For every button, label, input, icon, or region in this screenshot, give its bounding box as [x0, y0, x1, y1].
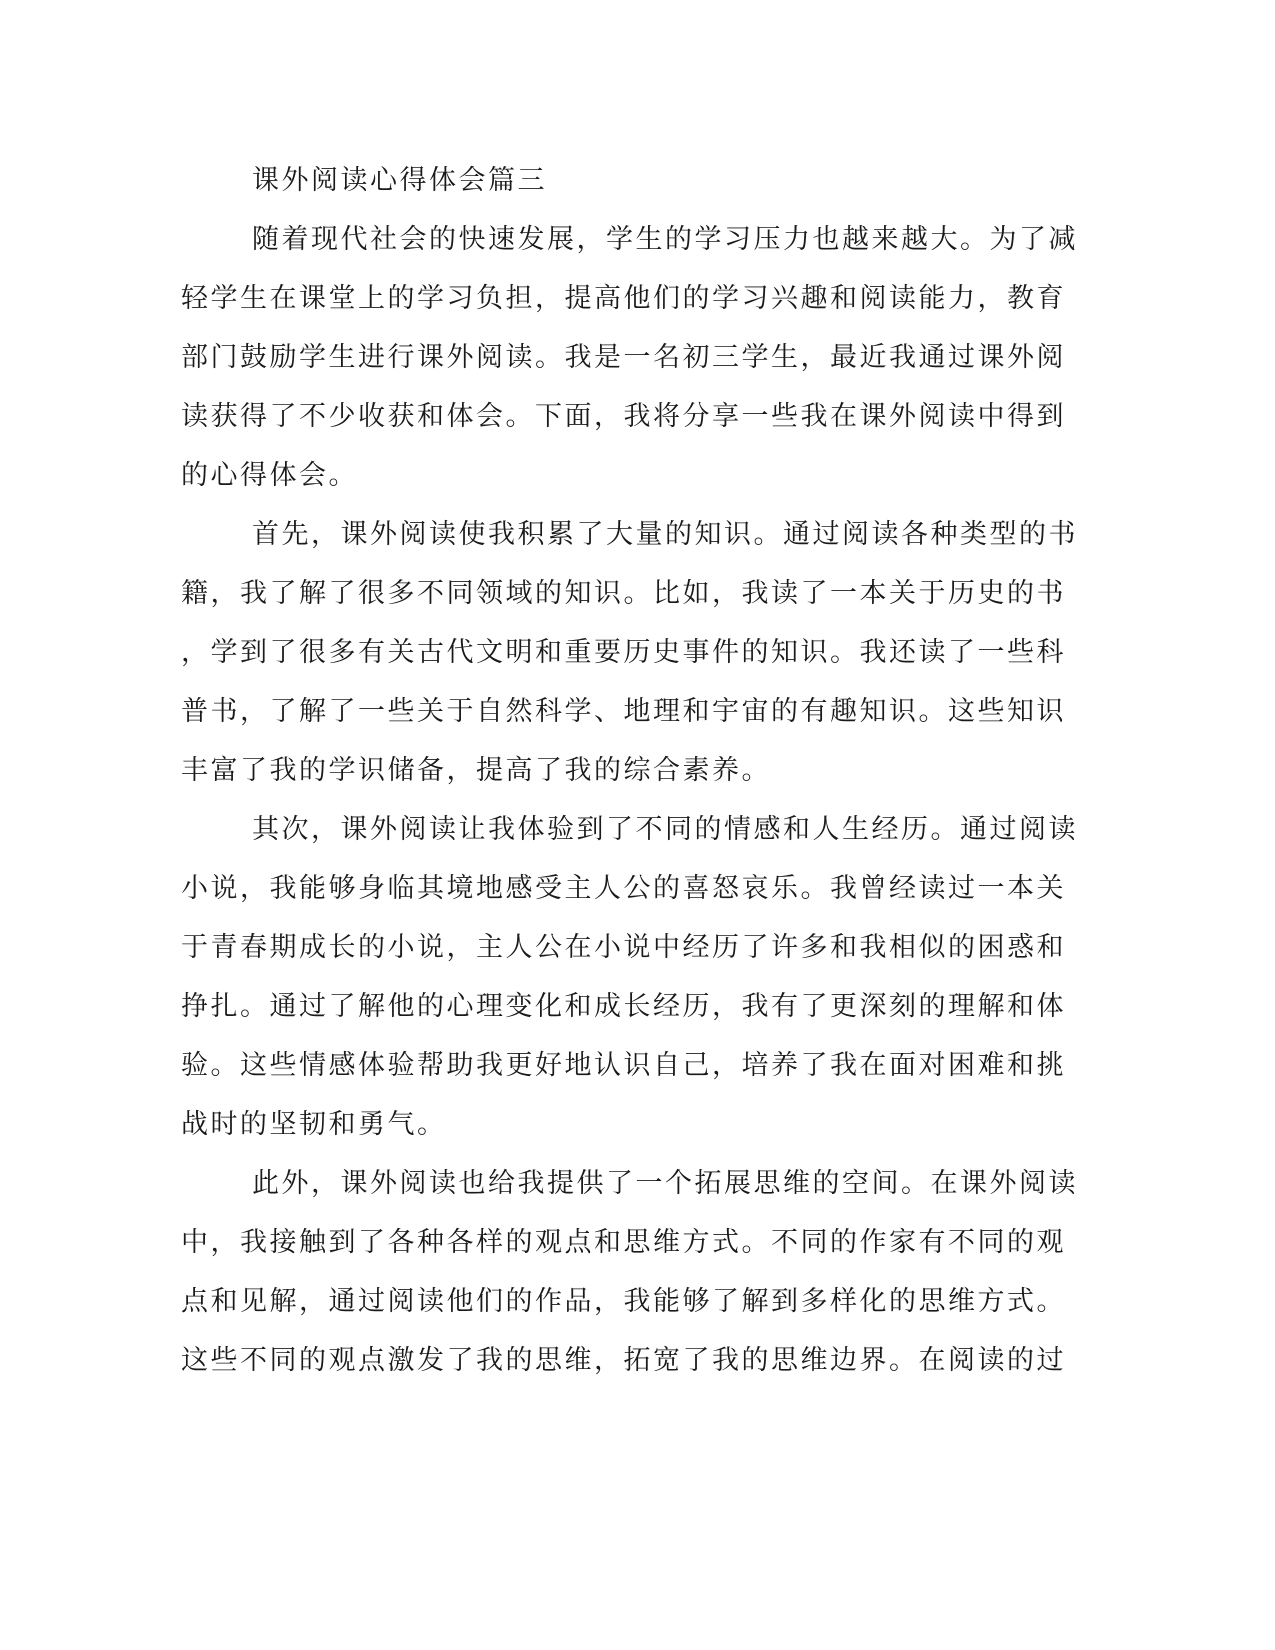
- text-line: 的心得体会。: [181, 460, 358, 491]
- text-line: 随着现代社会的快速发展，学生的学习压力也越来越大。为了减: [252, 224, 1078, 255]
- text-line: 丰富了我的学识储备，提高了我的综合素养。: [181, 755, 771, 786]
- text-line: 普书，了解了一些关于自然科学、地理和宇宙的有趣知识。这些知识: [181, 696, 1066, 727]
- text-line: 部门鼓励学生进行课外阅读。我是一名初三学生，最近我通过课外阅: [181, 342, 1066, 373]
- text-line: 中，我接触到了各种各样的观点和思维方式。不同的作家有不同的观: [181, 1227, 1066, 1258]
- text-line: 籍，我了解了很多不同领域的知识。比如，我读了一本关于历史的书: [181, 578, 1066, 609]
- text-line: 这些不同的观点激发了我的思维，拓宽了我的思维边界。在阅读的过: [181, 1345, 1066, 1376]
- text-line: 验。这些情感体验帮助我更好地认识自己，培养了我在面对困难和挑: [181, 1050, 1066, 1081]
- text-line: 轻学生在课堂上的学习负担，提高他们的学习兴趣和阅读能力，教育: [181, 283, 1066, 314]
- text-line: 此外，课外阅读也给我提供了一个拓展思维的空间。在课外阅读: [252, 1168, 1078, 1199]
- text-line: 读获得了不少收获和体会。下面，我将分享一些我在课外阅读中得到: [181, 401, 1066, 432]
- text-line: 首先，课外阅读使我积累了大量的知识。通过阅读各种类型的书: [252, 519, 1078, 550]
- text-line: 小说，我能够身临其境地感受主人公的喜怒哀乐。我曾经读过一本关: [181, 873, 1066, 904]
- text-line: 于青春期成长的小说，主人公在小说中经历了许多和我相似的困惑和: [181, 932, 1066, 963]
- text-line: ，学到了很多有关古代文明和重要历史事件的知识。我还读了一些科: [181, 637, 1066, 668]
- text-line: 挣扎。通过了解他的心理变化和成长经历，我有了更深刻的理解和体: [181, 991, 1066, 1022]
- text-line: 战时的坚韧和勇气。: [181, 1109, 447, 1140]
- document-title: 课外阅读心得体会篇三: [252, 165, 547, 196]
- text-line: 点和见解，通过阅读他们的作品，我能够了解到多样化的思维方式。: [181, 1286, 1066, 1317]
- text-line: 其次，课外阅读让我体验到了不同的情感和人生经历。通过阅读: [252, 814, 1078, 845]
